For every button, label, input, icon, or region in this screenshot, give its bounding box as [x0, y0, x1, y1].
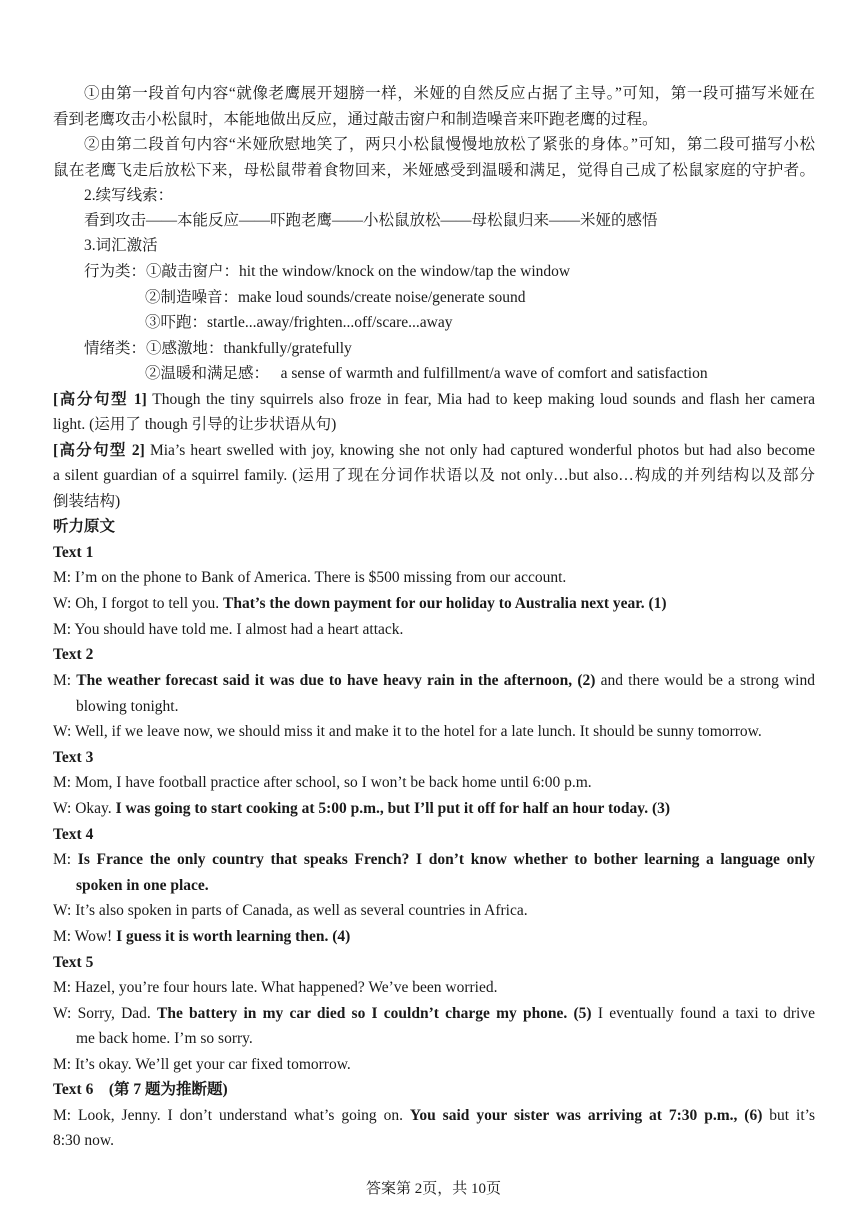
dialogue-key-answer: I was going to start cooking at 5:00 p.m., but I’ll put it off for half an hour today. (3) [115, 800, 671, 817]
vocab-emotion-label: 情绪类： [84, 340, 147, 357]
dialogue-line: M: I’m on the phone to Bank of America. There is $500 missing from our account. [53, 569, 567, 586]
dialogue-line: blowing tonight. [76, 698, 179, 715]
explanation-p1-line2: 看到老鹰攻击小松鼠时，本能地做出反应，通过敲击窗户和制造噪音来吓跑老鹰的过程。 [53, 111, 658, 128]
vocab-action-row [84, 262, 570, 282]
sentence2-line1 [53, 441, 815, 461]
vocab-emotion-2: ②温暖和满足感： a sense of warmth and fulfillment/a wave of comfort and satisfaction [145, 365, 708, 382]
sentence2-label: [高分句型 2] [53, 442, 145, 459]
sentence2-line3: 倒装结构) [53, 493, 121, 510]
text-title: Text 3 [53, 749, 94, 766]
dialogue-line [53, 850, 815, 870]
dialogue-line: me back home. I’m so sorry. [76, 1030, 253, 1047]
dialogue-speaker-text: M: Look, Jenny. I don’t understand what’s going on. [53, 1107, 410, 1124]
text-title: Text 2 [53, 646, 94, 663]
dialogue-line [53, 799, 670, 819]
dialogue-trailing-text: I eventually found a taxi to drive [591, 1005, 815, 1022]
text-title: Text 5 [53, 954, 94, 971]
dialogue-line: W: Well, if we leave now, we should miss it and make it to the hotel for a late lunch. It should be sunny tomorrow. [53, 723, 762, 740]
clue-text: 看到攻击——本能反应——吓跑老鹰——小松鼠放松——母松鼠归来——米娅的感悟 [84, 212, 658, 229]
dialogue-speaker-text: W: Oh, I forgot to tell you. [53, 595, 224, 612]
vocab-action-3: ③吓跑：startle...away/frighten...off/scare...away [145, 314, 453, 331]
vocab-emotion-1: ①感激地：thankfully/gratefully [146, 340, 352, 357]
vocab-heading: 3.词汇激活 [84, 237, 158, 254]
dialogue-line [53, 594, 667, 614]
dialogue-trailing-text: but it’s [762, 1107, 815, 1124]
dialogue-key-answer: You said your sister was arriving at 7:30 p.m., (6) [409, 1107, 763, 1124]
text-title: Text 4 [53, 826, 94, 843]
dialogue-key-answer: That’s the down payment for our holiday to Australia next year. (1) [223, 595, 667, 612]
text-title: Text 1 [53, 544, 94, 561]
dialogue-line [53, 1106, 815, 1126]
dialogue-speaker-text: M: Wow! [53, 928, 117, 945]
sentence1-line1 [53, 390, 815, 410]
dialogue-line [53, 1004, 815, 1024]
dialogue-key-answer: The battery in my car died so I couldn’t charge my phone. (5) [157, 1005, 592, 1022]
clue-heading: 2.续写线索： [84, 187, 174, 204]
dialogue-line: M: You should have told me. I almost had a heart attack. [53, 621, 404, 638]
explanation-p2-line2: 鼠在老鹰飞走后放松下来，母松鼠带着食物回来，米娅感受到温暖和满足，觉得自己成了松鼠家庭的守护者。 [53, 162, 815, 179]
listening-heading: 听力原文 [53, 518, 116, 535]
dialogue-line: M: Hazel, you’re four hours late. What happened? We’ve been worried. [53, 979, 498, 996]
dialogue-line: M: Mom, I have football practice after school, so I won’t be back home until 6:00 p.m. [53, 774, 592, 791]
page-footer: 答案第 2页，共 10页 [365, 1181, 501, 1197]
dialogue-speaker-text: M: [53, 672, 77, 689]
vocab-action-2: ②制造噪音：make loud sounds/create noise/generate sound [145, 289, 526, 306]
sentence1-label: [高分句型 1] [53, 391, 147, 408]
sentence2-text: Mia’s heart swelled with joy, knowing she not only had captured wonderful photos but had also become [149, 442, 816, 459]
dialogue-key-answer: The weather forecast said it was due to have heavy rain in the afternoon, (2) [76, 672, 596, 689]
dialogue-speaker-text: W: Sorry, Dad. [53, 1005, 157, 1022]
sentence2-line2: a silent guardian of a squirrel family. (运用了现在分词作状语以及 not only…but also…构成的并列结构以及部分 [53, 467, 815, 484]
text-title: Text 6 (第 7 题为推断题) [53, 1081, 228, 1098]
dialogue-line: M: It’s okay. We’ll get your car fixed tomorrow. [53, 1056, 351, 1073]
dialogue-line: 8:30 now. [53, 1132, 114, 1149]
dialogue-key-answer: I guess it is worth learning then. (4) [116, 928, 351, 945]
explanation-p1-line1: ①由第一段首句内容“就像老鹰展开翅膀一样，米娅的自然反应占据了主导。”可知，第一段可描写米娅在 [84, 85, 815, 102]
vocab-action-1: ①敲击窗户：hit the window/knock on the window/tap the window [146, 263, 571, 280]
dialogue-line: W: It’s also spoken in parts of Canada, as well as several countries in Africa. [53, 902, 528, 919]
sentence1-text: Though the tiny squirrels also froze in fear, Mia had to keep making loud sounds and flash her camera [152, 391, 816, 408]
dialogue-line: spoken in one place. [76, 877, 209, 894]
vocab-action-label: 行为类： [84, 263, 147, 280]
dialogue-speaker-text: M: [53, 851, 78, 868]
dialogue-line [53, 927, 350, 947]
dialogue-trailing-text: and there would be a strong wind [595, 672, 815, 689]
dialogue-line [53, 671, 815, 691]
explanation-p2-line1: ②由第二段首句内容“米娅欣慰地笑了，两只小松鼠慢慢地放松了紧张的身体。”可知，第二段可描写小松 [84, 136, 815, 153]
dialogue-speaker-text: W: Okay. [53, 800, 116, 817]
vocab-emotion-row [84, 339, 352, 359]
sentence1-line2: light. (运用了 though 引导的让步状语从句) [53, 416, 337, 433]
dialogue-key-answer: Is France the only country that speaks French? I don’t know whether to bother learning a language only [77, 851, 815, 868]
